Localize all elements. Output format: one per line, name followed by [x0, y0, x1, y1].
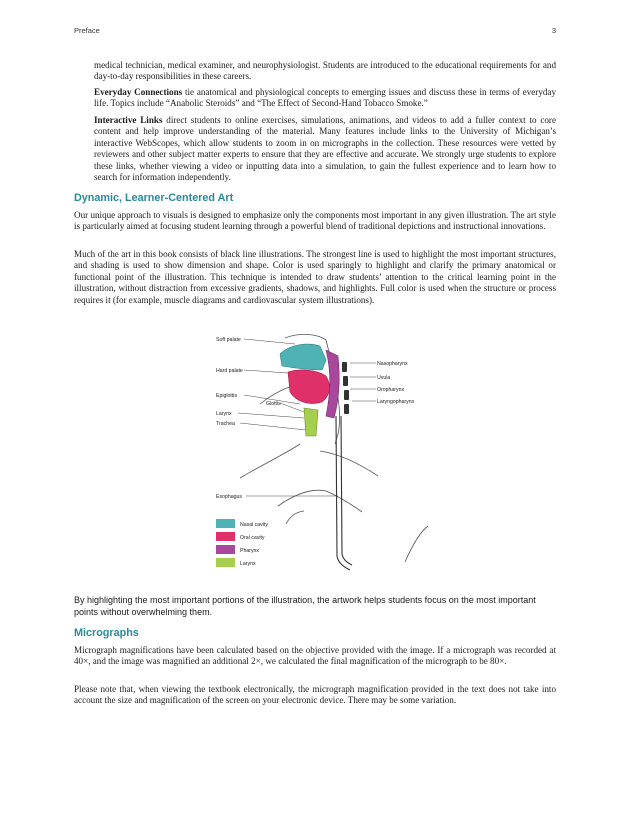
page-header: [74, 26, 556, 38]
intro-continuation-paragraph: medical technician, medical examiner, and neurophysiologist. Students are introduced to the educational requirements for and day-to-day responsibilities in these careers.: [94, 60, 556, 82]
label-glottis: Glottis: [266, 401, 281, 407]
label-esophagus: Esophagus: [216, 494, 242, 500]
figure-caption: By highlighting the most important portions of the illustration, the artwork helps students focus on the most important points without overwhelming them.: [74, 595, 536, 617]
vertebrae: [342, 362, 349, 414]
art-paragraph-1: Our unique approach to visuals is designed to emphasize only the components most important in any given illustration. The art style is particularly aimed at focusing student learning through a powerful blend of traditional depictions and instructional innovations.: [74, 210, 556, 232]
label-larynx: Larynx: [216, 411, 232, 417]
legend-label-larynx: Larynx: [240, 561, 256, 567]
micrographs-heading: Micrographs: [74, 627, 139, 639]
esophagus-tube: [336, 416, 352, 570]
interactive-links-title: Interactive Links: [94, 115, 163, 125]
micrographs-paragraph-1: Micrograph magnifications have been calculated based on the objective provided with the image. If a micrograph was recorded at 40×, and the image was magnified an additional 2×, we calculated the final magnification of the micrograph to be 80×.: [74, 645, 556, 667]
interactive-links-text: direct students to online exercises, simulations, animations, and videos to add a fuller context to core content and help improve understanding of the material. Many features include links to the University of Michigan’s interactive WebScopes, which allow students to zoom in on micrographs in the collection. These resources were vetted by reviewers and other subject matter experts to ensure that they are effective and accurate. We strongly urge students to explore these links, whether viewing a video or inputting data into a simulation, to gain the fullest experience and to learn how to search for information independently.: [94, 115, 556, 183]
interactive-links-paragraph: [94, 115, 556, 183]
page-number: 3: [551, 26, 556, 35]
everyday-connections-paragraph: [94, 87, 556, 110]
label-laryngopharynx: Laryngopharynx: [377, 399, 415, 405]
running-header-section: Preface: [74, 26, 100, 35]
micrographs-paragraph-2: Please note that, when viewing the textbook electronically, the micrograph magnification provided in the text does not take into account the size and magnification of the screen on your electronic device. There may be some variation.: [74, 684, 556, 706]
pharynx-anatomy-figure: [200, 326, 430, 574]
label-oropharynx: Oropharynx: [377, 387, 405, 393]
everyday-connections-text: tie anatomical and physiological concepts to emerging issues and discuss these in terms of everyday life. Topics include “Anabolic Steroids” and “The Effect of Second-Hand Tobacco Smoke.”: [94, 87, 556, 109]
everyday-connections-title: Everyday Connections: [94, 87, 183, 97]
legend-swatch-oral-cavity: [216, 532, 235, 541]
legend-swatch-larynx: [216, 558, 235, 567]
figure-legend: [216, 519, 268, 567]
art-section-heading: Dynamic, Learner-Centered Art: [74, 192, 234, 204]
legend-label-pharynx: Pharynx: [240, 548, 260, 554]
art-paragraph-2: Much of the art in this book consists of black line illustrations. The strongest line is used to highlight the most important structures, and shading is used to show dimension and shape. Color is used sparingly to highlight and clarify the primary anatomical or functional point of the illustration. This technique is intended to draw students’ attention to the critical learning point in the illustration, without distraction from excessive gradients, shadows, and highlights. Full color is used when the structure or process requires it (for example, muscle diagrams and cardiovascular system illustrations).: [74, 249, 556, 305]
label-soft-palate: Soft palate: [216, 337, 241, 343]
label-uvula: Uvula: [377, 375, 391, 381]
legend-label-oral-cavity: Oral cavity: [240, 535, 265, 541]
larynx-shape: [304, 408, 318, 436]
legend-label-nasal-cavity: Nasal cavity: [240, 522, 268, 528]
label-hard-palate: Hard palate: [216, 368, 243, 374]
label-trachea: Trachea: [216, 421, 235, 427]
oral-cavity-shape: [288, 370, 329, 404]
label-nasopharynx: Nasopharynx: [377, 361, 408, 367]
nasal-cavity-shape: [280, 344, 326, 370]
legend-swatch-pharynx: [216, 545, 235, 554]
legend-swatch-nasal-cavity: [216, 519, 235, 528]
label-epiglottis: Epiglottis: [216, 393, 238, 399]
